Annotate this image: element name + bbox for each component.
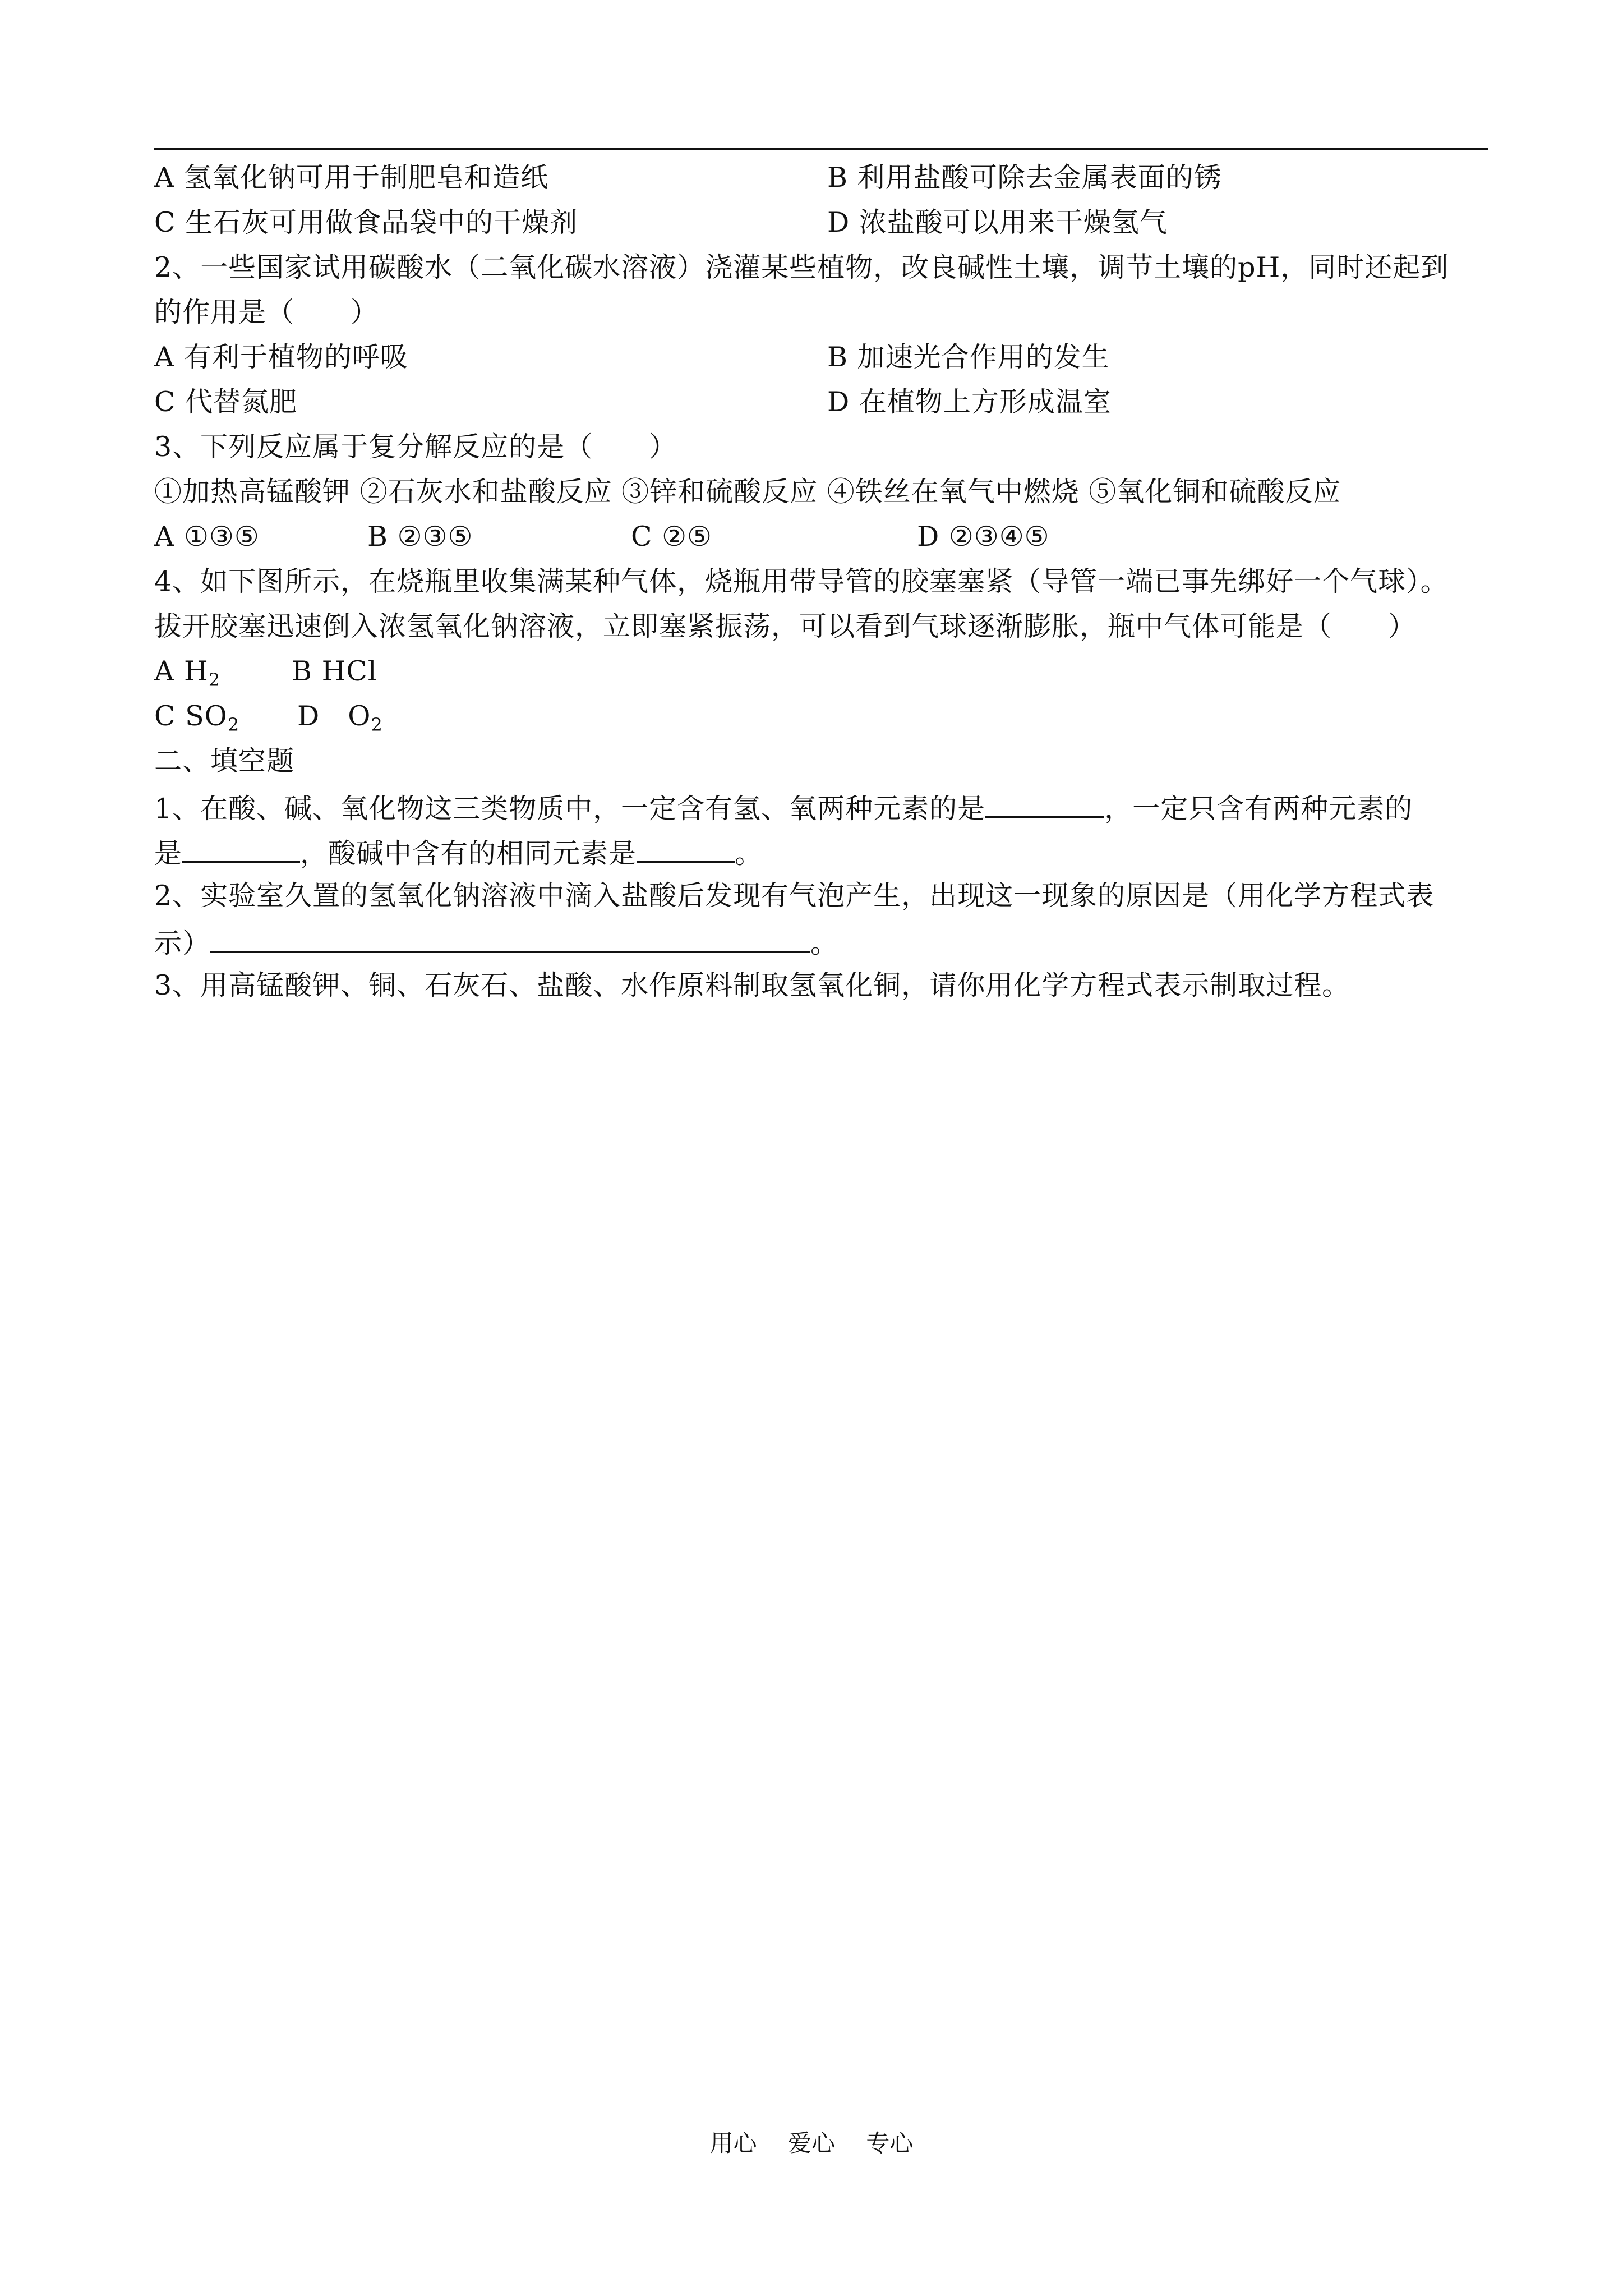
q1-option-row-1	[154, 161, 1222, 195]
fill-1-blank-3[interactable]	[637, 834, 735, 863]
fill-1-blank-2[interactable]	[182, 834, 300, 863]
fill-1-text-d: ，酸碱中含有的相同元素是	[300, 838, 637, 869]
q4-stem-line-1: 4、如下图所示，在烧瓶里收集满某种气体，烧瓶用带导管的胶塞塞紧（导管一端已事先绑好一个气球）。	[154, 565, 1449, 597]
q4-option-d-subscript: 2	[371, 714, 383, 735]
q4-option-a-subscript: 2	[208, 669, 221, 691]
q1-option-b: B 利用盐酸可除去金属表面的锈	[827, 162, 1222, 194]
q1-option-a: A 氢氧化钠可用于制肥皂和造纸	[154, 162, 548, 194]
q2-option-row-2	[154, 385, 1112, 419]
q2-option-row-1	[154, 341, 1110, 374]
q3-option-d: D ②③④⑤	[917, 521, 1050, 553]
q4-option-d	[297, 700, 383, 733]
q3-stem: 3、下列反应属于复分解反应的是（ ）	[154, 431, 677, 463]
fill-2-line-1: 2、实验室久置的氢氧化钠溶液中滴入盐酸后发现有气泡产生，出现这一现象的原因是（用化学方程式表	[154, 880, 1435, 912]
fill-1-line-1	[154, 789, 1413, 826]
q2-option-a: A 有利于植物的呼吸	[154, 341, 408, 373]
page-footer: 用心 爱心 专心	[709, 2129, 914, 2157]
q2-stem-line-1: 2、一些国家试用碳酸水（二氧化碳水溶液）浇灌某些植物，改良碱性土壤，调节土壤的pH，同时还起到	[154, 251, 1449, 283]
q3-option-a: A ①③⑤	[154, 521, 260, 553]
fill-1-text-a: 1、在酸、碱、氧化物这三类物质中，一定含有氢、氧两种元素的是	[154, 793, 986, 825]
q2-option-c: C 代替氮肥	[154, 386, 298, 418]
fill-2-text-b: 。	[810, 927, 839, 959]
q3-option-b: B ②③⑤	[367, 521, 473, 553]
q4-stem-line-2: 拔开胶塞迅速倒入浓氢氧化钠溶液，立即塞紧振荡，可以看到气球逐渐膨胀，瓶中气体可能是（ ）	[154, 610, 1417, 642]
q1-option-d: D 浓盐酸可以用来干燥氢气	[827, 206, 1168, 238]
fill-1-text-e: 。	[735, 838, 763, 869]
q2-stem-line-2: 的作用是（ ）	[154, 296, 379, 328]
section-2-title: 二、填空题	[154, 745, 295, 777]
fill-1-line-2	[154, 834, 763, 871]
q2-option-b: B 加速光合作用的发生	[827, 341, 1110, 373]
q4-option-b: B HCl	[292, 655, 377, 687]
q4-option-d-text: D O	[297, 700, 371, 732]
header-rule	[154, 148, 1488, 150]
q3-option-c: C ②⑤	[631, 521, 712, 553]
fill-2-text-a: 示）	[154, 927, 211, 959]
q4-option-a	[154, 655, 221, 691]
q1-option-c: C 生石灰可用做食品袋中的干燥剂	[154, 206, 578, 238]
q2-option-d: D 在植物上方形成温室	[827, 386, 1112, 418]
fill-2-blank[interactable]	[210, 924, 810, 953]
q4-option-c-subscript: 2	[227, 714, 240, 735]
q4-option-c-text: C SO	[154, 700, 228, 732]
q4-option-a-text: A H	[154, 655, 209, 687]
fill-1-blank-1[interactable]	[985, 789, 1104, 818]
q4-option-c	[154, 700, 239, 733]
q3-items: ①加热高锰酸钾 ②石灰水和盐酸反应 ③锌和硫酸反应 ④铁丝在氧气中燃烧 ⑤氧化铜和硫酸反应	[154, 476, 1341, 508]
q1-option-row-2	[154, 206, 1168, 240]
fill-3: 3、用高锰酸钾、铜、石灰石、盐酸、水作原料制取氢氧化铜，请你用化学方程式表示制取过程。	[154, 969, 1350, 1001]
fill-1-text-c: 是	[154, 838, 183, 869]
fill-2-line-2	[154, 924, 838, 960]
fill-1-text-b: ，一定只含有两种元素的	[1104, 793, 1413, 825]
